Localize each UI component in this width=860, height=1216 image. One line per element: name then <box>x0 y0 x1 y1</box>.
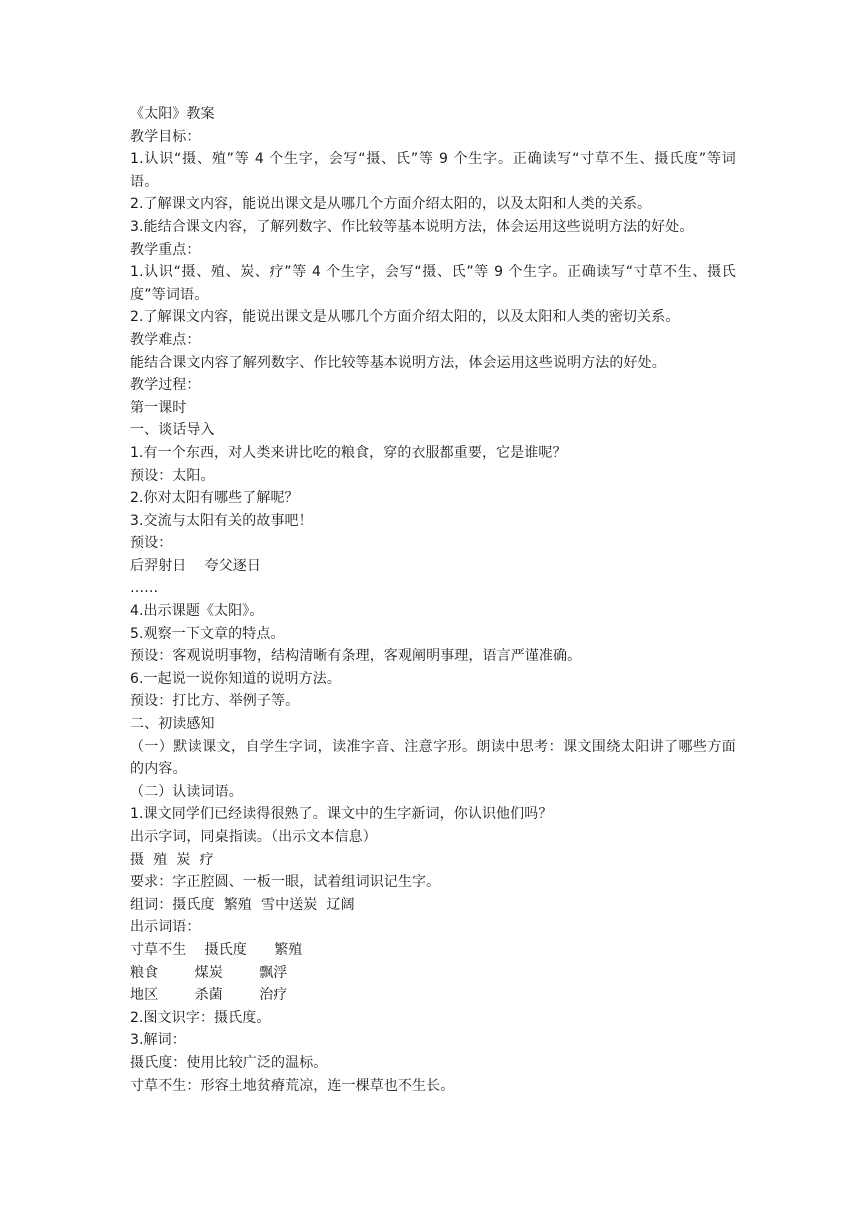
paragraph-line: 能结合课文内容了解列数字、作比较等基本说明方法，体会运用这些说明方法的好处。 <box>130 354 666 371</box>
section-heading: 教学难点： <box>130 331 201 348</box>
paragraph-line: 1.有一个东西，对人类来讲比吃的粮食，穿的衣服都重要，它是谁呢？ <box>130 444 567 461</box>
section-heading: 一、谈话导入 <box>130 422 215 439</box>
paragraph-line: 要求：字正腔圆、一板一眼，试着组词识记生字。 <box>130 874 441 891</box>
paragraph-line: 预设：客观说明事物，结构清晰有条理，客观阐明事理，语言严谨准确。 <box>130 648 582 665</box>
lesson-heading: 第一课时 <box>130 399 187 416</box>
section-heading: 二、初读感知 <box>130 716 215 733</box>
paragraph-line: 3.解词： <box>130 1032 186 1049</box>
paragraph-line: 1.认识“摄、殖”等 4 个生字，会写“摄、氏”等 9 个生字。正确读写“寸草不生、摄氏度”等词语。 <box>130 151 736 190</box>
section-heading: 教学过程： <box>130 377 201 394</box>
document-body <box>130 103 736 1097</box>
paragraph-line: 组词：摄氏度 繁殖 雪中送炭 辽阔 <box>130 896 355 913</box>
paragraph-line: 预设：太阳。 <box>130 467 215 484</box>
paragraph-line: 寸草不生 摄氏度 繁殖 <box>130 941 303 958</box>
paragraph-line: 2.你对太阳有哪些了解呢？ <box>130 490 299 507</box>
paragraph-line: 摄 殖 炭 疗 <box>130 851 214 868</box>
paragraph-line: 2.图文识字：摄氏度。 <box>130 1009 271 1026</box>
paragraph-line: （二）认读词语。 <box>130 783 243 800</box>
paragraph-line: 后羿射日 夸父逐日 <box>130 557 262 574</box>
paragraph-line: 出示词语： <box>130 919 201 936</box>
paragraph-line: 4.出示课题《太阳》。 <box>130 603 264 620</box>
paragraph-line: 2.了解课文内容，能说出课文是从哪几个方面介绍太阳的，以及太阳和人类的关系。 <box>130 196 652 213</box>
paragraph-line: 预设： <box>130 535 173 552</box>
doc-title: 《太阳》教案 <box>130 106 215 122</box>
paragraph-line: 粮食 煤炭 飘浮 <box>130 964 288 981</box>
paragraph-line: 摄氏度：使用比较广泛的温标。 <box>130 1054 328 1071</box>
paragraph-line: 3.交流与太阳有关的故事吧！ <box>130 512 313 529</box>
paragraph-line: 6.一起说一说你知道的说明方法。 <box>130 670 341 687</box>
paragraph-line: 3.能结合课文内容，了解列数字、作比较等基本说明方法，体会运用这些说明方法的好处。 <box>130 218 694 235</box>
paragraph-line: 5.观察一下文章的特点。 <box>130 625 285 642</box>
paragraph-line: 地区 杀菌 治疗 <box>130 987 288 1004</box>
section-heading: 教学目标： <box>130 128 201 145</box>
paragraph-line: 1.课文同学们已经读得很熟了。课文中的生字新词，你认识他们吗？ <box>130 806 553 823</box>
paragraph-line: 出示字词，同桌指读。（出示文本信息） <box>130 829 377 845</box>
paragraph-line: 2.了解课文内容，能说出课文是从哪几个方面介绍太阳的，以及太阳和人类的密切关系。 <box>130 309 680 326</box>
section-heading: 教学重点： <box>130 241 201 258</box>
paragraph-line: 预设：打比方、举例子等。 <box>130 693 300 710</box>
paragraph-line: （一）默读课文，自学生字词，读准字音、注意字形。朗读中思考：课文围绕太阳讲了哪些方面的内容。 <box>130 738 736 778</box>
paragraph-line: …… <box>130 580 159 597</box>
paragraph-line: 1.认识“摄、殖、炭、疗”等 4 个生字，会写“摄、氏”等 9 个生字。正确读写“寸草不生、摄氏度”等词语。 <box>130 264 736 303</box>
paragraph-line: 寸草不生：形容土地贫瘠荒凉，连一棵草也不生长。 <box>130 1077 455 1094</box>
